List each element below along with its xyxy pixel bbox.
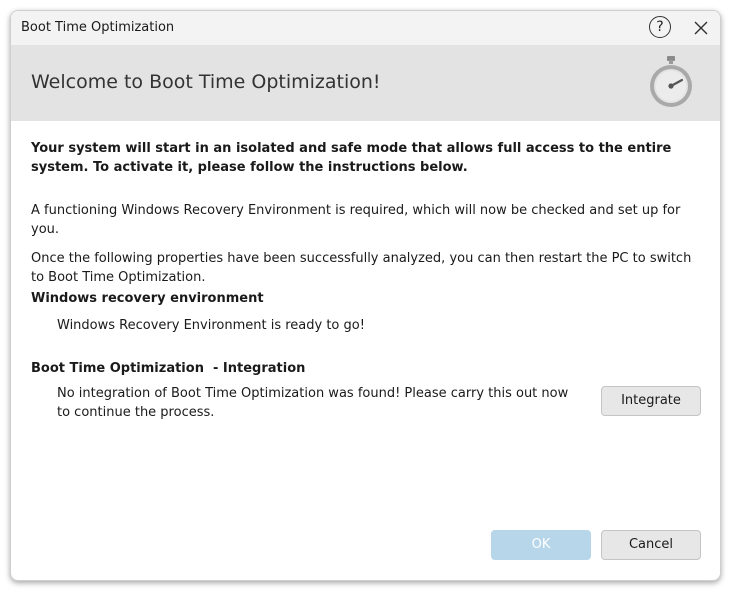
header-banner	[11, 45, 720, 121]
integrate-button[interactable]: Integrate	[601, 386, 701, 416]
intro-text: Your system will start in an isolated and safe mode that allows full access to the entire system. To activate it, please follow the instructions below.	[31, 141, 672, 175]
help-icon: ?	[656, 19, 664, 35]
title-bar	[11, 11, 720, 45]
recovery-status: Windows Recovery Environment is ready to go!	[57, 318, 365, 333]
boot-time-optimization-dialog	[10, 10, 721, 581]
help-button[interactable]	[649, 16, 671, 38]
cancel-button[interactable]: Cancel	[601, 530, 701, 560]
ok-button[interactable]: OK	[491, 530, 591, 560]
close-icon	[690, 17, 712, 39]
requirement-text: A functioning Windows Recovery Environment is required, which will now be checked and set up for you.	[31, 203, 681, 237]
integration-heading: Boot Time Optimization - Integration	[31, 361, 306, 376]
integration-status: No integration of Boot Time Optimization was found! Please carry this out now to continue the process.	[57, 386, 569, 420]
close-button[interactable]	[690, 17, 712, 39]
header-title: Welcome to Boot Time Optimization!	[31, 71, 381, 93]
content-area	[31, 139, 701, 287]
stopwatch-icon	[647, 54, 695, 112]
recovery-heading: Windows recovery environment	[31, 291, 264, 306]
analysis-text: Once the following properties have been successfully analyzed, you can then restart the PC to switch to Boot Time Optimization.	[31, 251, 692, 285]
window-title: Boot Time Optimization	[21, 20, 175, 35]
